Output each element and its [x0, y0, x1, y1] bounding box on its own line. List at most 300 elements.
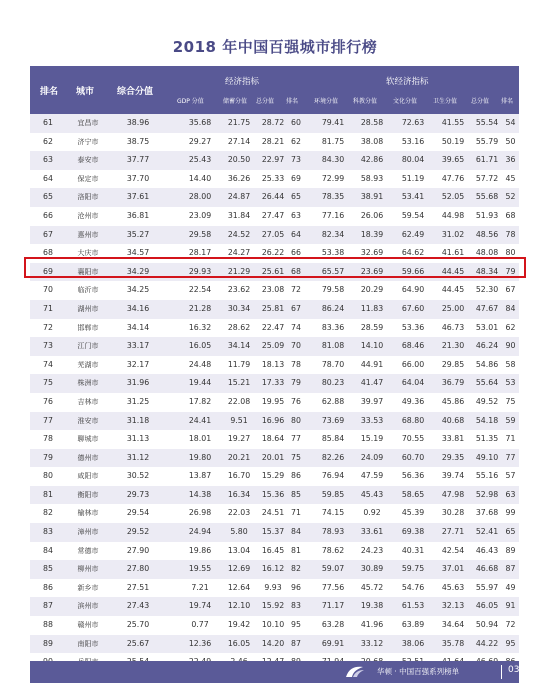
footer-text: 华顿 · 中国百强系列榜单	[377, 667, 460, 676]
rank-cell: 86	[43, 582, 53, 592]
econ-rank-cell: 68	[291, 266, 301, 276]
soft-total-cell: 55.64	[475, 378, 499, 388]
sci-cell: 39.97	[360, 396, 384, 406]
culture-cell: 54.76	[401, 582, 425, 592]
econ-rank-cell: 83	[291, 601, 301, 611]
econ-rank-cell: 62	[291, 136, 301, 146]
health-cell: 37.01	[441, 564, 465, 574]
savings-cell: 12.69	[227, 564, 251, 574]
ranking-table	[30, 66, 519, 672]
gdp-cell: 19.86	[188, 545, 212, 555]
rank-cell: 85	[43, 564, 53, 574]
gdp-cell: 22.54	[188, 285, 212, 295]
soft-rank-cell: 54	[505, 118, 516, 127]
score-cell: 31.12	[126, 452, 150, 462]
econ-total-cell: 20.01	[261, 452, 285, 462]
env-cell: 77.56	[321, 582, 345, 592]
sci-cell: 26.06	[360, 210, 384, 220]
env-cell: 76.94	[321, 471, 345, 481]
culture-cell: 51.19	[401, 173, 425, 183]
city-cell: 江门市	[77, 342, 99, 351]
econ-rank-cell: 76	[291, 396, 301, 406]
rank-cell: 79	[43, 452, 53, 462]
score-cell: 34.57	[126, 248, 150, 258]
sci-cell: 0.92	[363, 508, 381, 518]
gdp-cell: 26.98	[188, 508, 212, 518]
header-soft-total: 总分值	[471, 98, 490, 105]
savings-cell: 22.03	[227, 508, 251, 518]
soft-rank-cell: 84	[505, 303, 516, 313]
city-cell: 咸阳市	[77, 472, 99, 481]
culture-cell: 38.06	[401, 638, 425, 648]
rank-cell: 69	[43, 266, 53, 276]
table-row	[30, 319, 519, 338]
gdp-cell: 25.43	[188, 155, 212, 165]
rank-cell: 74	[43, 359, 53, 369]
table-row	[30, 412, 519, 431]
econ-rank-cell: 96	[291, 582, 301, 592]
sci-cell: 19.38	[360, 601, 384, 611]
soft-rank-cell: 95	[505, 638, 516, 648]
city-cell: 德州市	[77, 453, 99, 462]
culture-cell: 72.63	[401, 118, 425, 127]
city-cell: 惠州市	[77, 230, 99, 239]
health-cell: 34.64	[441, 620, 465, 630]
city-cell: 榆林市	[77, 509, 99, 518]
rank-cell: 68	[43, 248, 53, 258]
soft-rank-cell: 79	[505, 266, 516, 276]
score-cell: 25.70	[126, 620, 150, 630]
soft-rank-cell: 99	[505, 508, 516, 518]
savings-cell: 16.05	[227, 638, 251, 648]
soft-rank-cell: 52	[505, 192, 516, 202]
gdp-cell: 23.09	[188, 210, 212, 220]
culture-cell: 64.90	[401, 285, 425, 295]
econ-total-cell: 28.72	[261, 118, 285, 127]
header-soft-rank: 排名	[501, 98, 514, 105]
header-econ-total: 总分值	[256, 98, 275, 105]
sci-cell: 11.83	[360, 303, 384, 313]
soft-total-cell: 46.68	[475, 564, 499, 574]
savings-cell: 21.29	[227, 266, 251, 276]
city-cell: 吉林市	[77, 397, 99, 406]
gdp-cell: 29.93	[188, 266, 212, 276]
rank-cell: 65	[43, 192, 53, 202]
econ-total-cell: 18.64	[261, 434, 285, 444]
gdp-cell: 12.36	[188, 638, 212, 648]
soft-total-cell: 49.10	[475, 452, 499, 462]
soft-total-cell: 55.79	[475, 136, 499, 146]
sci-cell: 58.93	[360, 173, 384, 183]
culture-cell: 60.70	[401, 452, 425, 462]
econ-rank-cell: 70	[291, 341, 301, 351]
table-row	[30, 542, 519, 561]
savings-cell: 31.84	[227, 210, 251, 220]
sci-cell: 33.61	[360, 527, 384, 537]
city-cell: 襄阳市	[77, 267, 99, 276]
savings-cell: 16.34	[227, 489, 251, 499]
soft-total-cell: 55.54	[475, 118, 499, 127]
savings-cell: 28.62	[227, 322, 251, 332]
health-cell: 27.71	[441, 527, 465, 537]
culture-cell: 63.89	[401, 620, 425, 630]
econ-total-cell: 25.81	[261, 303, 285, 313]
health-cell: 39.74	[441, 471, 465, 481]
env-cell: 82.26	[321, 452, 345, 462]
score-cell: 27.43	[126, 601, 150, 611]
soft-rank-cell: 49	[505, 582, 516, 592]
city-cell: 泰安市	[77, 156, 99, 165]
savings-cell: 16.70	[227, 471, 251, 481]
health-cell: 35.78	[441, 638, 465, 648]
econ-rank-cell: 79	[291, 378, 301, 388]
culture-cell: 69.38	[401, 527, 425, 537]
gdp-cell: 13.87	[188, 471, 212, 481]
gdp-cell: 7.21	[191, 582, 209, 592]
city-cell: 衡阳市	[77, 490, 99, 499]
econ-rank-cell: 77	[291, 434, 301, 444]
city-cell: 滨州市	[77, 602, 99, 611]
rank-cell: 82	[43, 508, 53, 518]
culture-cell: 49.36	[401, 396, 425, 406]
rank-cell: 78	[43, 434, 53, 444]
header-rank: 排名	[40, 87, 59, 97]
env-cell: 81.75	[321, 136, 345, 146]
city-cell: 南阳市	[77, 639, 99, 648]
score-cell: 37.77	[126, 155, 150, 165]
savings-cell: 12.10	[227, 601, 251, 611]
health-cell: 21.30	[441, 341, 465, 351]
econ-rank-cell: 66	[291, 248, 301, 258]
table-row	[30, 560, 519, 579]
city-cell: 株洲市	[77, 379, 99, 388]
econ-total-cell: 10.10	[261, 620, 285, 630]
sci-cell: 14.10	[360, 341, 384, 351]
soft-total-cell: 52.41	[475, 527, 499, 537]
table-row	[30, 523, 519, 542]
env-cell: 65.57	[321, 266, 345, 276]
econ-rank-cell: 86	[291, 471, 301, 481]
culture-cell: 68.80	[401, 415, 425, 425]
table-row	[30, 486, 519, 505]
city-cell: 赣州市	[77, 621, 99, 630]
header-health: 卫生分值	[433, 98, 458, 105]
table-row	[30, 393, 519, 412]
savings-cell: 19.27	[227, 434, 251, 444]
econ-total-cell: 16.96	[261, 415, 285, 425]
culture-cell: 40.31	[401, 545, 425, 555]
soft-total-cell: 47.67	[475, 303, 499, 313]
econ-total-cell: 26.22	[261, 248, 285, 258]
header-culture: 文化分值	[393, 98, 418, 105]
rank-cell: 63	[43, 155, 53, 165]
city-cell: 保定市	[77, 174, 99, 183]
table-row	[30, 337, 519, 356]
table-body	[30, 114, 519, 672]
table-header	[30, 66, 519, 114]
health-cell: 41.55	[441, 118, 465, 127]
soft-rank-cell: 63	[505, 489, 516, 499]
econ-rank-cell: 65	[291, 192, 301, 202]
sci-cell: 44.91	[360, 359, 384, 369]
culture-cell: 80.04	[401, 155, 425, 165]
score-cell: 38.96	[126, 118, 150, 127]
sci-cell: 20.29	[360, 285, 384, 295]
econ-rank-cell: 75	[291, 452, 301, 462]
city-cell: 柳州市	[77, 565, 99, 574]
score-cell: 31.13	[126, 434, 150, 444]
econ-total-cell: 19.95	[261, 396, 285, 406]
gdp-cell: 21.28	[188, 303, 212, 313]
rank-cell: 89	[43, 638, 53, 648]
soft-rank-cell: 89	[505, 545, 516, 555]
health-cell: 36.79	[441, 378, 465, 388]
soft-total-cell: 46.05	[475, 601, 499, 611]
health-cell: 45.86	[441, 396, 465, 406]
health-cell: 25.00	[441, 303, 465, 313]
health-cell: 29.35	[441, 452, 465, 462]
sci-cell: 45.72	[360, 582, 384, 592]
savings-cell: 21.75	[227, 118, 251, 127]
score-cell: 38.75	[126, 136, 150, 146]
savings-cell: 19.42	[227, 620, 251, 630]
rank-cell: 64	[43, 173, 53, 183]
soft-rank-cell: 65	[505, 527, 516, 537]
gdp-cell: 16.32	[188, 322, 212, 332]
table-row	[30, 226, 519, 245]
culture-cell: 53.41	[401, 192, 425, 202]
sci-cell: 15.19	[360, 434, 384, 444]
savings-cell: 36.26	[227, 173, 251, 183]
econ-total-cell: 23.08	[261, 285, 285, 295]
soft-rank-cell: 77	[505, 452, 516, 462]
env-cell: 53.38	[321, 248, 345, 258]
culture-cell: 58.65	[401, 489, 425, 499]
sci-cell: 24.23	[360, 545, 384, 555]
econ-total-cell: 15.36	[261, 489, 285, 499]
culture-cell: 61.53	[401, 601, 425, 611]
header-soft-group: 软经济指标	[386, 77, 429, 87]
culture-cell: 62.49	[401, 229, 425, 239]
score-cell: 25.67	[126, 638, 150, 648]
econ-total-cell: 26.44	[261, 192, 285, 202]
health-cell: 44.45	[441, 266, 465, 276]
gdp-cell: 16.05	[188, 341, 212, 351]
gdp-cell: 19.74	[188, 601, 212, 611]
soft-rank-cell: 90	[505, 341, 516, 351]
econ-rank-cell: 80	[291, 415, 301, 425]
table-row	[30, 151, 519, 170]
culture-cell: 59.54	[401, 210, 425, 220]
score-cell: 29.54	[126, 508, 150, 518]
health-cell: 50.19	[441, 136, 465, 146]
sci-cell: 28.58	[360, 118, 384, 127]
soft-total-cell: 49.52	[475, 396, 499, 406]
econ-total-cell: 22.47	[261, 322, 285, 332]
score-cell: 27.90	[126, 545, 150, 555]
score-cell: 34.16	[126, 303, 150, 313]
sci-cell: 41.96	[360, 620, 384, 630]
env-cell: 59.85	[321, 489, 345, 499]
gdp-cell: 28.00	[188, 192, 212, 202]
table-row	[30, 133, 519, 152]
soft-rank-cell: 45	[505, 173, 516, 183]
culture-cell: 45.39	[401, 508, 425, 518]
health-cell: 47.76	[441, 173, 465, 183]
rank-cell: 66	[43, 210, 53, 220]
sci-cell: 45.43	[360, 489, 384, 499]
gdp-cell: 19.44	[188, 378, 212, 388]
health-cell: 45.63	[441, 582, 465, 592]
score-cell: 34.25	[126, 285, 150, 295]
score-cell: 30.52	[126, 471, 150, 481]
sci-cell: 38.08	[360, 136, 384, 146]
econ-rank-cell: 73	[291, 155, 301, 165]
soft-total-cell: 55.68	[475, 192, 499, 202]
health-cell: 32.13	[441, 601, 465, 611]
header-city: 城市	[76, 87, 95, 97]
city-cell: 淮安市	[77, 416, 99, 425]
econ-rank-cell: 63	[291, 210, 301, 220]
health-cell: 46.73	[441, 322, 465, 332]
table-row	[30, 597, 519, 616]
savings-cell: 23.62	[227, 285, 251, 295]
econ-total-cell: 27.05	[261, 229, 285, 239]
soft-total-cell: 51.93	[475, 210, 499, 220]
rank-cell: 76	[43, 396, 53, 406]
econ-rank-cell: 64	[291, 229, 301, 239]
soft-rank-cell: 75	[505, 396, 516, 406]
table-row	[30, 616, 519, 635]
city-cell: 新乡市	[77, 583, 99, 592]
table-row	[30, 114, 519, 133]
footer-bar	[30, 661, 519, 683]
env-cell: 78.70	[321, 359, 345, 369]
env-cell: 79.41	[321, 118, 345, 127]
env-cell: 81.08	[321, 341, 345, 351]
savings-cell: 20.50	[227, 155, 251, 165]
table-row	[30, 430, 519, 449]
econ-total-cell: 16.12	[261, 564, 285, 574]
econ-rank-cell: 67	[291, 303, 301, 313]
econ-total-cell: 25.09	[261, 341, 285, 351]
sci-cell: 33.53	[360, 415, 384, 425]
culture-cell: 59.75	[401, 564, 425, 574]
city-cell: 芜湖市	[77, 360, 99, 369]
econ-rank-cell: 84	[291, 527, 301, 537]
header-sci: 科教分值	[353, 98, 378, 105]
savings-cell: 24.27	[227, 248, 251, 258]
gdp-cell: 29.27	[188, 136, 212, 146]
table-row	[30, 504, 519, 523]
econ-total-cell: 28.21	[261, 136, 285, 146]
env-cell: 72.99	[321, 173, 345, 183]
gdp-cell: 24.48	[188, 359, 212, 369]
health-cell: 41.61	[441, 248, 465, 258]
culture-cell: 53.36	[401, 322, 425, 332]
soft-rank-cell: 62	[505, 322, 516, 332]
soft-total-cell: 54.18	[475, 415, 499, 425]
score-cell: 32.17	[126, 359, 150, 369]
soft-rank-cell: 80	[505, 248, 516, 258]
table-row	[30, 449, 519, 468]
sci-cell: 32.69	[360, 248, 384, 258]
score-cell: 36.81	[126, 210, 150, 220]
econ-rank-cell: 85	[291, 489, 301, 499]
econ-rank-cell: 71	[291, 508, 301, 518]
gdp-cell: 24.94	[188, 527, 212, 537]
city-cell: 济宁市	[77, 137, 99, 146]
soft-rank-cell: 58	[505, 359, 516, 369]
table-row	[30, 467, 519, 486]
rank-cell: 62	[43, 136, 53, 146]
gdp-cell: 35.68	[188, 118, 212, 127]
econ-total-cell: 22.97	[261, 155, 285, 165]
table-row	[30, 281, 519, 300]
econ-rank-cell: 78	[291, 359, 301, 369]
gdp-cell: 0.77	[191, 620, 209, 630]
econ-rank-cell: 95	[291, 620, 301, 630]
soft-rank-cell: 59	[505, 415, 516, 425]
culture-cell: 64.62	[401, 248, 425, 258]
city-cell: 常德市	[77, 546, 99, 555]
env-cell: 79.58	[321, 285, 345, 295]
econ-total-cell: 27.47	[261, 210, 285, 220]
health-cell: 47.98	[441, 489, 465, 499]
soft-rank-cell: 87	[505, 564, 516, 574]
city-cell: 漳州市	[77, 528, 99, 537]
soft-rank-cell: 36	[505, 155, 516, 165]
env-cell: 78.35	[321, 192, 345, 202]
econ-rank-cell: 72	[291, 285, 301, 295]
savings-cell: 20.21	[227, 452, 251, 462]
env-cell: 77.16	[321, 210, 345, 220]
score-cell: 34.14	[126, 322, 150, 332]
soft-total-cell: 55.16	[475, 471, 499, 481]
health-cell: 40.68	[441, 415, 465, 425]
savings-cell: 12.64	[227, 582, 251, 592]
culture-cell: 68.46	[401, 341, 425, 351]
score-cell: 34.29	[126, 266, 150, 276]
culture-cell: 67.60	[401, 303, 425, 313]
health-cell: 39.65	[441, 155, 465, 165]
savings-cell: 27.14	[227, 136, 251, 146]
savings-cell: 30.34	[227, 303, 251, 313]
header-econ-group: 经济指标	[225, 77, 260, 87]
culture-cell: 64.04	[401, 378, 425, 388]
econ-total-cell: 24.51	[261, 508, 285, 518]
health-cell: 31.02	[441, 229, 465, 239]
table-row	[30, 170, 519, 189]
rank-cell: 83	[43, 527, 53, 537]
rank-cell: 72	[43, 322, 53, 332]
soft-rank-cell: 78	[505, 229, 516, 239]
city-cell: 宜昌市	[77, 119, 99, 127]
gdp-cell: 14.38	[188, 489, 212, 499]
env-cell: 69.91	[321, 638, 345, 648]
savings-cell: 11.79	[227, 359, 251, 369]
env-cell: 85.84	[321, 434, 345, 444]
econ-total-cell: 18.13	[261, 359, 285, 369]
score-cell: 31.18	[126, 415, 150, 425]
env-cell: 83.36	[321, 322, 345, 332]
sci-cell: 30.89	[360, 564, 384, 574]
soft-rank-cell: 53	[505, 378, 516, 388]
rank-cell: 70	[43, 285, 53, 295]
huadun-logo-icon	[343, 664, 367, 680]
savings-cell: 34.14	[227, 341, 251, 351]
gdp-cell: 18.01	[188, 434, 212, 444]
